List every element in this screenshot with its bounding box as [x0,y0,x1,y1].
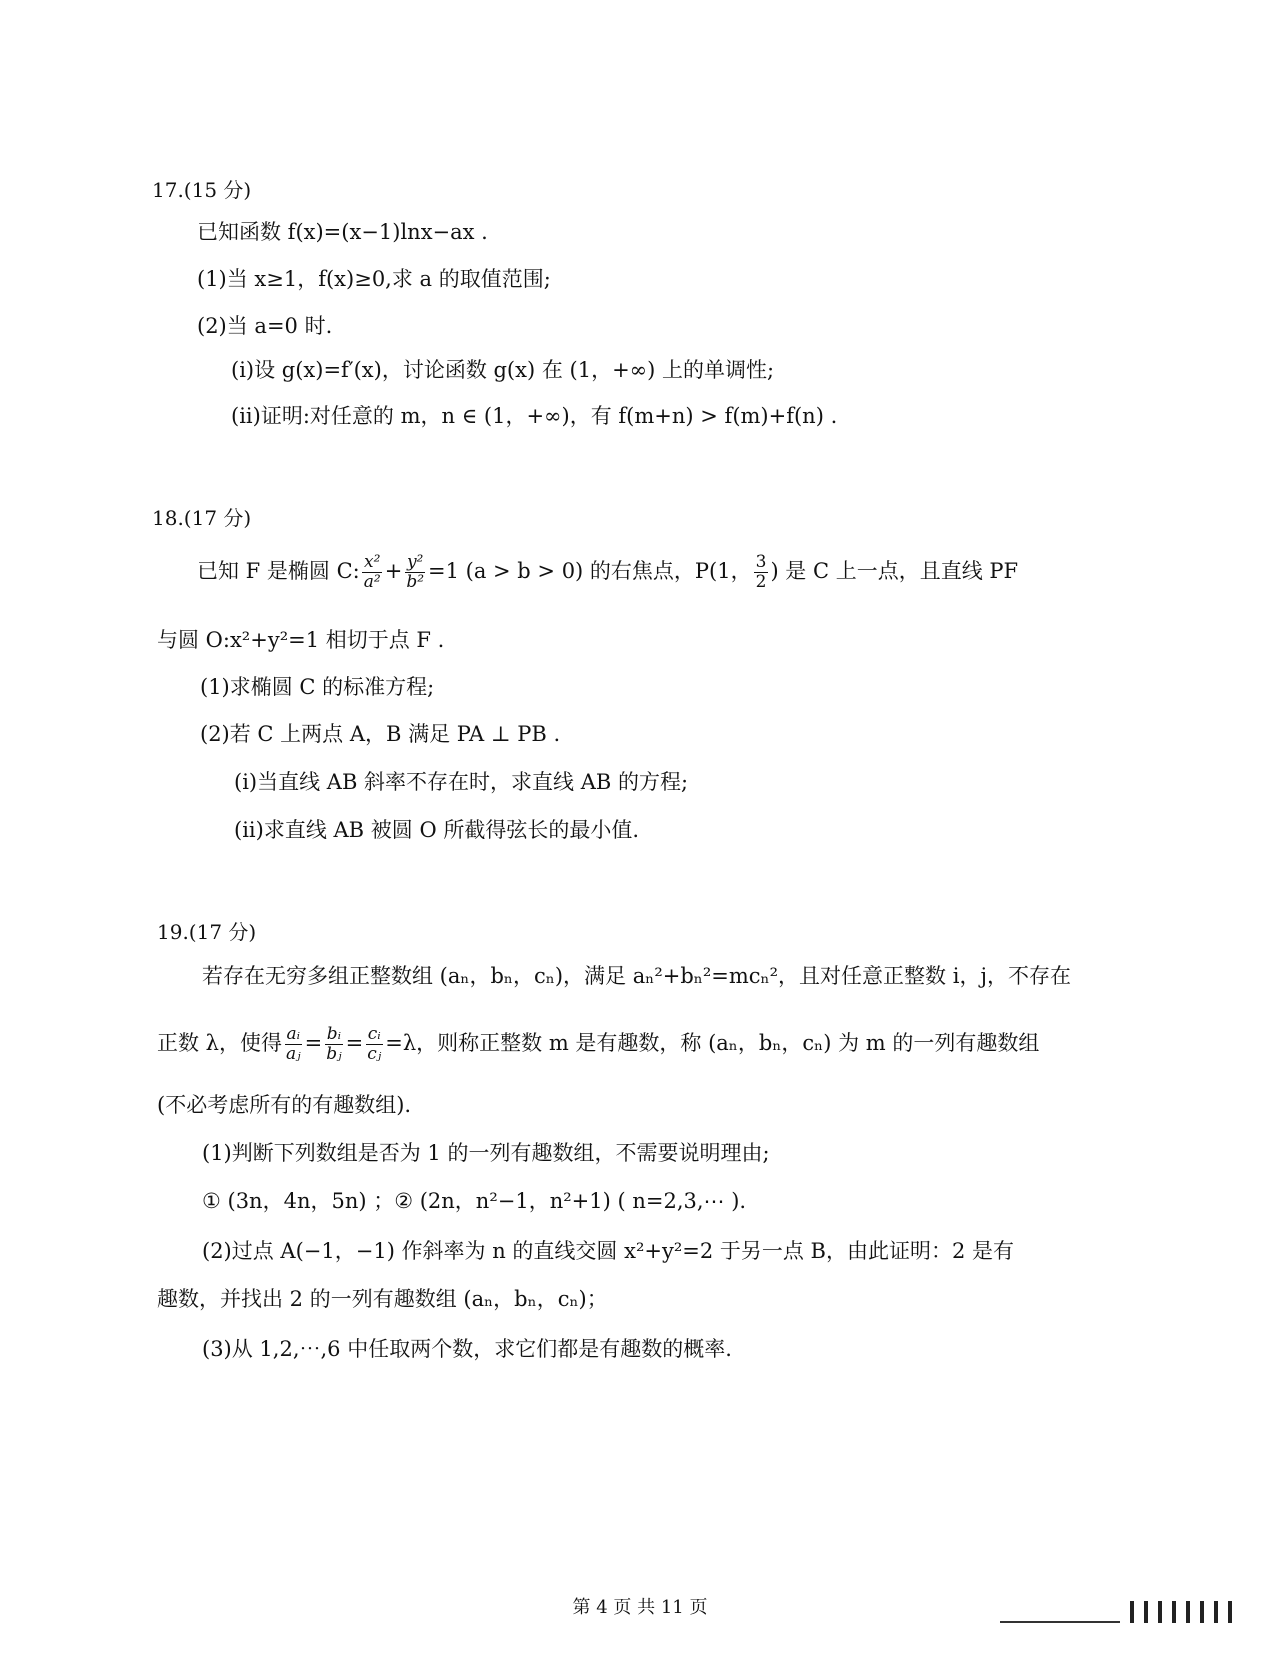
q17-part2: (2)当 a=0 时. [197,314,333,338]
q18-part2-i: (i)当直线 AB 斜率不存在时，求直线 AB 的方程; [234,770,689,794]
q18-header: 18.(17 分) [152,506,252,530]
q17-part2-i: (i)设 g(x)=f′(x)，讨论函数 g(x) 在 (1，+∞) 上的单调性; [231,358,775,382]
scan-artifact [1000,1597,1232,1623]
x2-over-a2-fraction: $\frac{\text{x²}}{\text{a²}}$ [363,552,381,592]
q19-line1: 若存在无穷多组正整数组 (aₙ，bₙ，cₙ)，满足 aₙ²+bₙ²=mcₙ²，且对任意正整数 i，j，不存在 [202,964,1071,988]
q18-stem-a: 已知 F 是椭圆 C: [197,559,360,583]
ci-over-cj-fraction: $\frac{\text{cᵢ}}{\text{cⱼ}}$ [367,1024,382,1064]
q19-line3: (不必考虑所有的有趣数组). [157,1093,412,1117]
q19-line2: 正数 λ，使得 $\frac{\text{aᵢ}}{\text{aⱼ}}$ = $\frac{\text{bᵢ}}{\text{bⱼ}}$ = $\frac{\text{cᵢ}}{\text{cⱼ}}$ =λ，则称正整数 m 是有趣数，称 (aₙ，bₙ，cₙ) 为 m 的一列有趣数组 [157,1024,1040,1064]
q18-stem: 已知 F 是椭圆 C: $\frac{\text{x²}}{\text{a²}}$ + $\frac{\text{y²}}{\text{b²}}$ =1 (a > b > 0) 的右焦点，P(1， $\frac{3}{2}$ ) 是 C 上一点，且直线 PF [197,552,1019,592]
q19-part1: (1)判断下列数组是否为 1 的一列有趣数组，不需要说明理由; [202,1141,770,1165]
q19-part1-list: ① (3n，4n，5n) ；② (2n，n²−1，n²+1) ( n=2,3,⋯ ). [202,1189,747,1213]
q17-part2-ii: (ii)证明:对任意的 m，n ∈ (1，+∞)，有 f(m+n) > f(m)+f(n) . [231,404,838,428]
q19-line2-b: =λ，则称正整数 m 是有趣数，称 (aₙ，bₙ，cₙ) 为 m 的一列有趣数组 [385,1031,1040,1055]
q17-header: 17.(15 分) [152,178,252,202]
three-halves-fraction: $\frac{3}{2}$ [755,552,767,592]
q18-part1: (1)求椭圆 C 的标准方程; [200,675,435,699]
y2-over-b2-fraction: $\frac{\text{y²}}{\text{b²}}$ [406,552,425,592]
q17-stem: 已知函数 f(x)=(x−1)lnx−ax . [197,220,488,244]
q19-part3: (3)从 1,2,⋯,6 中任取两个数，求它们都是有趣数的概率. [202,1337,732,1361]
q18-part2-ii: (ii)求直线 AB 被圆 O 所截得弦长的最小值. [234,818,640,842]
q19-part2-line1: (2)过点 A(−1，−1) 作斜率为 n 的直线交圆 x²+y²=2 于另一点 B，由此证明：2 是有 [202,1239,1015,1263]
q19-line2-a: 正数 λ，使得 [157,1031,282,1055]
q19-part2-line2: 趣数，并找出 2 的一列有趣数组 (aₙ，bₙ，cₙ)； [157,1287,608,1311]
ai-over-aj-fraction: $\frac{\text{aᵢ}}{\text{aⱼ}}$ [286,1024,301,1064]
q18-part2: (2)若 C 上两点 A，B 满足 PA ⊥ PB . [200,722,561,746]
bi-over-bj-fraction: $\frac{\text{bᵢ}}{\text{bⱼ}}$ [326,1024,342,1064]
q19-header: 19.(17 分) [157,920,257,944]
q18-stem-c: ) 是 C 上一点，且直线 PF [770,559,1019,583]
q18-stem-b: =1 (a > b > 0) 的右焦点，P(1， [428,559,752,583]
q18-stem-line2: 与圆 O:x²+y²=1 相切于点 F . [157,628,445,652]
q17-part1: (1)当 x≥1，f(x)≥0,求 a 的取值范围; [197,267,551,291]
page-footer: 第 4 页 共 11 页 [572,1597,708,1618]
